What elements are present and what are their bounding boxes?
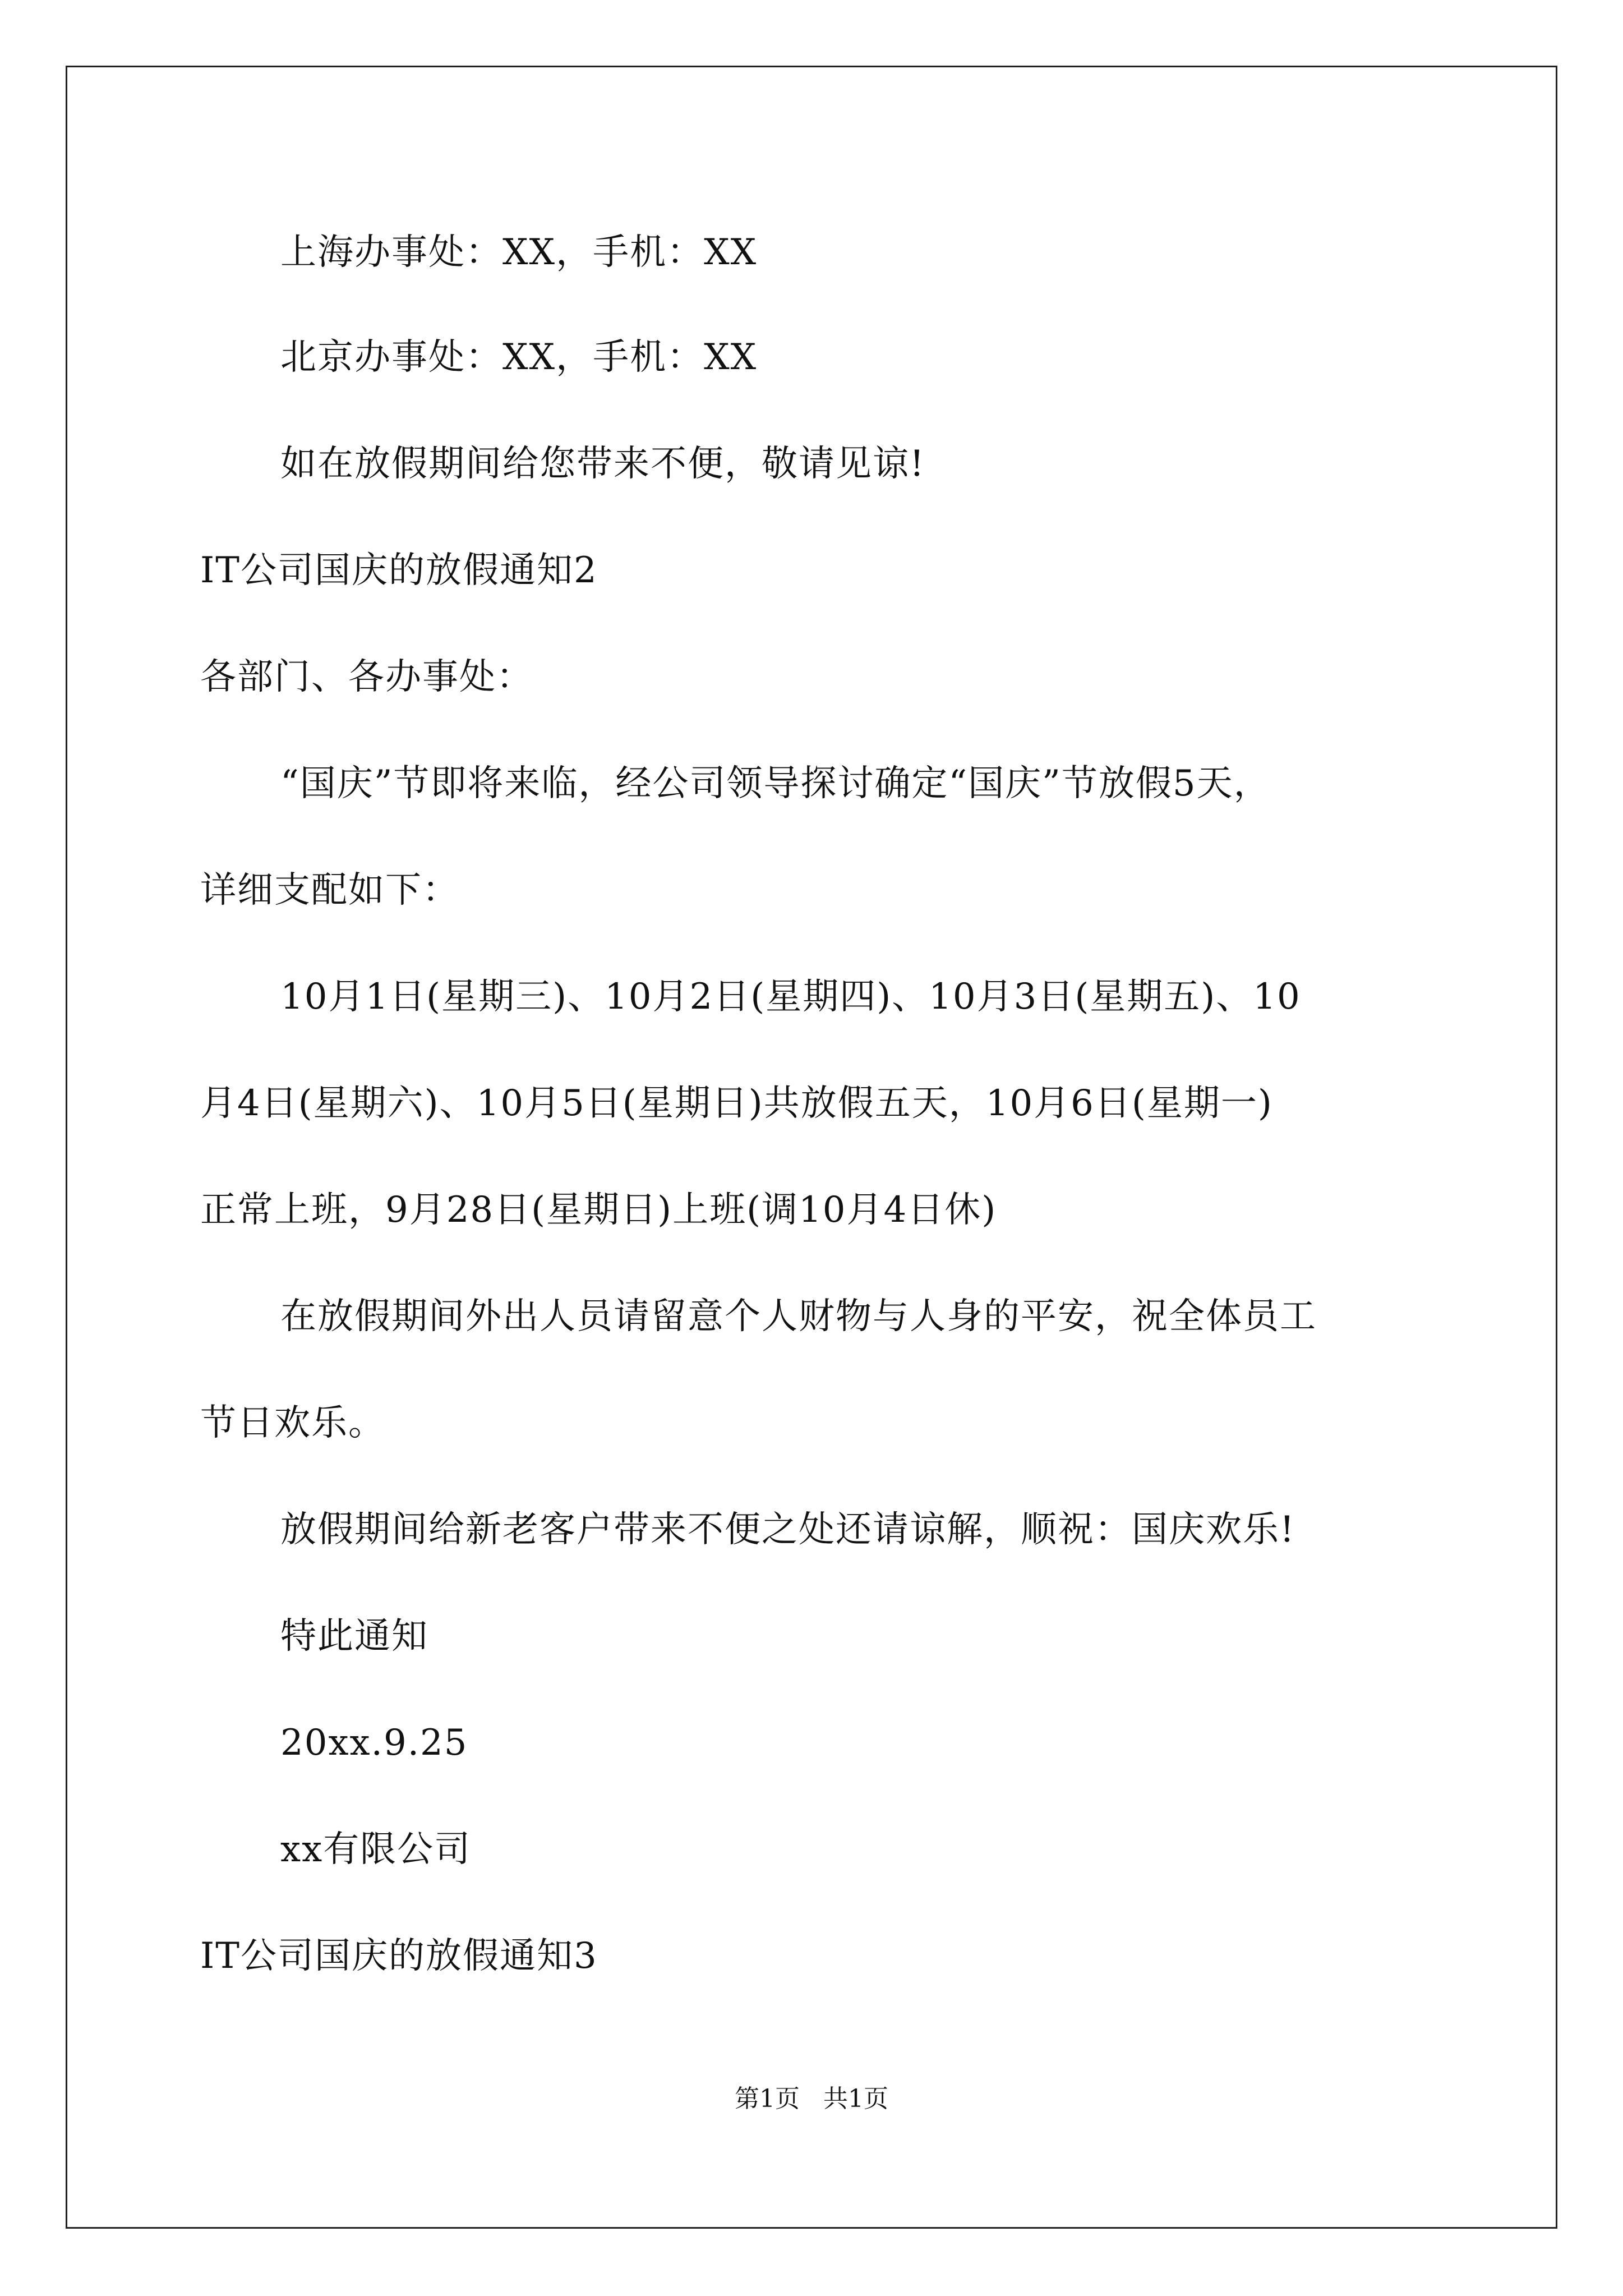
notice-closing: 特此通知 [280,1616,428,1657]
body-paragraph-1-cont: 详细支配如下： [200,869,459,911]
schedule-line-1: 10月1日(星期三)、10月2日(星期四)、10月3日(星期五)、10 [280,976,1301,1018]
page-footer: 第1页 共1页 [735,2085,888,2113]
safety-paragraph-cont: 节日欢乐。 [200,1402,385,1444]
salutation: 各部门、各办事处： [200,656,533,698]
section-heading-2: IT公司国庆的放假通知2 [200,550,598,591]
contact-beijing: 北京办事处：XX，手机：XX [280,337,758,378]
page-border [66,66,1557,2229]
contact-shanghai: 上海办事处：XX，手机：XX [280,232,758,273]
schedule-line-2: 月4日(星期六)、10月5日(星期日)共放假五天，10月6日(星期一) [200,1083,1273,1124]
schedule-line-3: 正常上班，9月28日(星期日)上班(调10月4日休) [200,1189,997,1231]
customer-apology: 放假期间给新老客户带来不便之处还请谅解，顺祝：国庆欢乐! [280,1509,1295,1550]
section-heading-3: IT公司国庆的放假通知3 [200,1935,598,1977]
apology-line: 如在放假期间给您带来不便，敬请见谅! [280,443,925,485]
safety-paragraph: 在放假期间外出人员请留意个人财物与人身的平安，祝全体员工 [280,1296,1317,1337]
company-signature: xx有限公司 [280,1829,472,1870]
body-paragraph-1: “国庆”节即将来临，经公司领导探讨确定“国庆”节放假5天， [280,763,1271,804]
notice-date: 20xx.9.25 [280,1722,468,1764]
